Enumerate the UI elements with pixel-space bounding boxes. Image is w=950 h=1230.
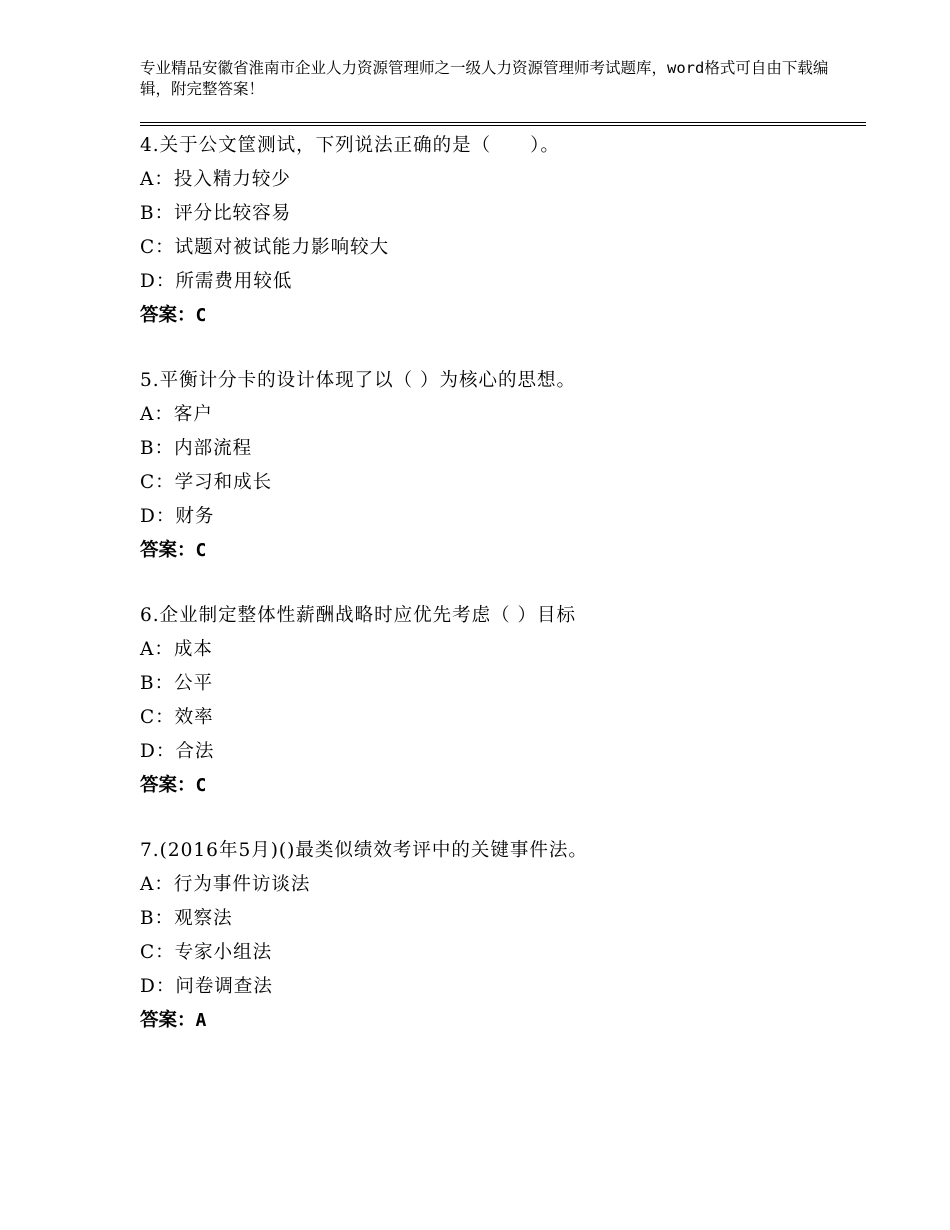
answer-line [140,769,860,803]
option-d: D：财务 [140,506,215,527]
option-d: D：合法 [140,741,215,762]
option-c: C：试题对被试能力影响较大 [140,237,390,258]
answer-label: 答案： [140,540,196,561]
header-divider-top [140,122,866,123]
question-stem: 5.平衡计分卡的设计体现了以（ ）为核心的思想。 [140,370,577,391]
answer-line [140,1004,860,1038]
answer-line [140,534,860,568]
answer-value: C [195,305,207,326]
answer-label: 答案： [140,1010,196,1031]
answer-label: 答案： [140,305,196,326]
option-a: A：客户 [140,404,213,425]
question-5 [140,364,860,568]
answer-value: C [195,775,207,796]
header-divider-bottom [140,125,866,126]
option-c: C：学习和成长 [140,472,273,493]
option-a: A：行为事件访谈法 [140,874,311,895]
question-stem: 4.关于公文筐测试，下列说法正确的是（ ）。 [140,135,560,156]
answer-value: A [195,1010,207,1031]
option-b: B：公平 [140,673,214,694]
question-stem: 7.(2016年5月)()最类似绩效考评中的关键事件法。 [140,840,588,861]
answer-line [140,299,860,333]
option-d: D：所需费用较低 [140,271,293,292]
question-4 [140,129,860,333]
answer-value: C [195,540,207,561]
option-d: D：问卷调查法 [140,976,273,997]
option-c: C：专家小组法 [140,942,273,963]
option-a: A：投入精力较少 [140,169,291,190]
option-b: B：观察法 [140,908,233,929]
question-list [140,129,860,1069]
option-a: A：成本 [140,639,213,660]
question-6 [140,599,860,803]
question-7 [140,834,860,1038]
answer-label: 答案： [140,775,196,796]
question-stem: 6.企业制定整体性薪酬战略时应优先考虑（ ）目标 [140,605,577,626]
document-header: 专业精品安徽省淮南市企业人力资源管理师之一级人力资源管理师考试题库，word格式可自由下载编辑，附完整答案！ [140,59,829,98]
option-b: B：内部流程 [140,438,253,459]
option-c: C：效率 [140,707,214,728]
option-b: B：评分比较容易 [140,203,292,224]
